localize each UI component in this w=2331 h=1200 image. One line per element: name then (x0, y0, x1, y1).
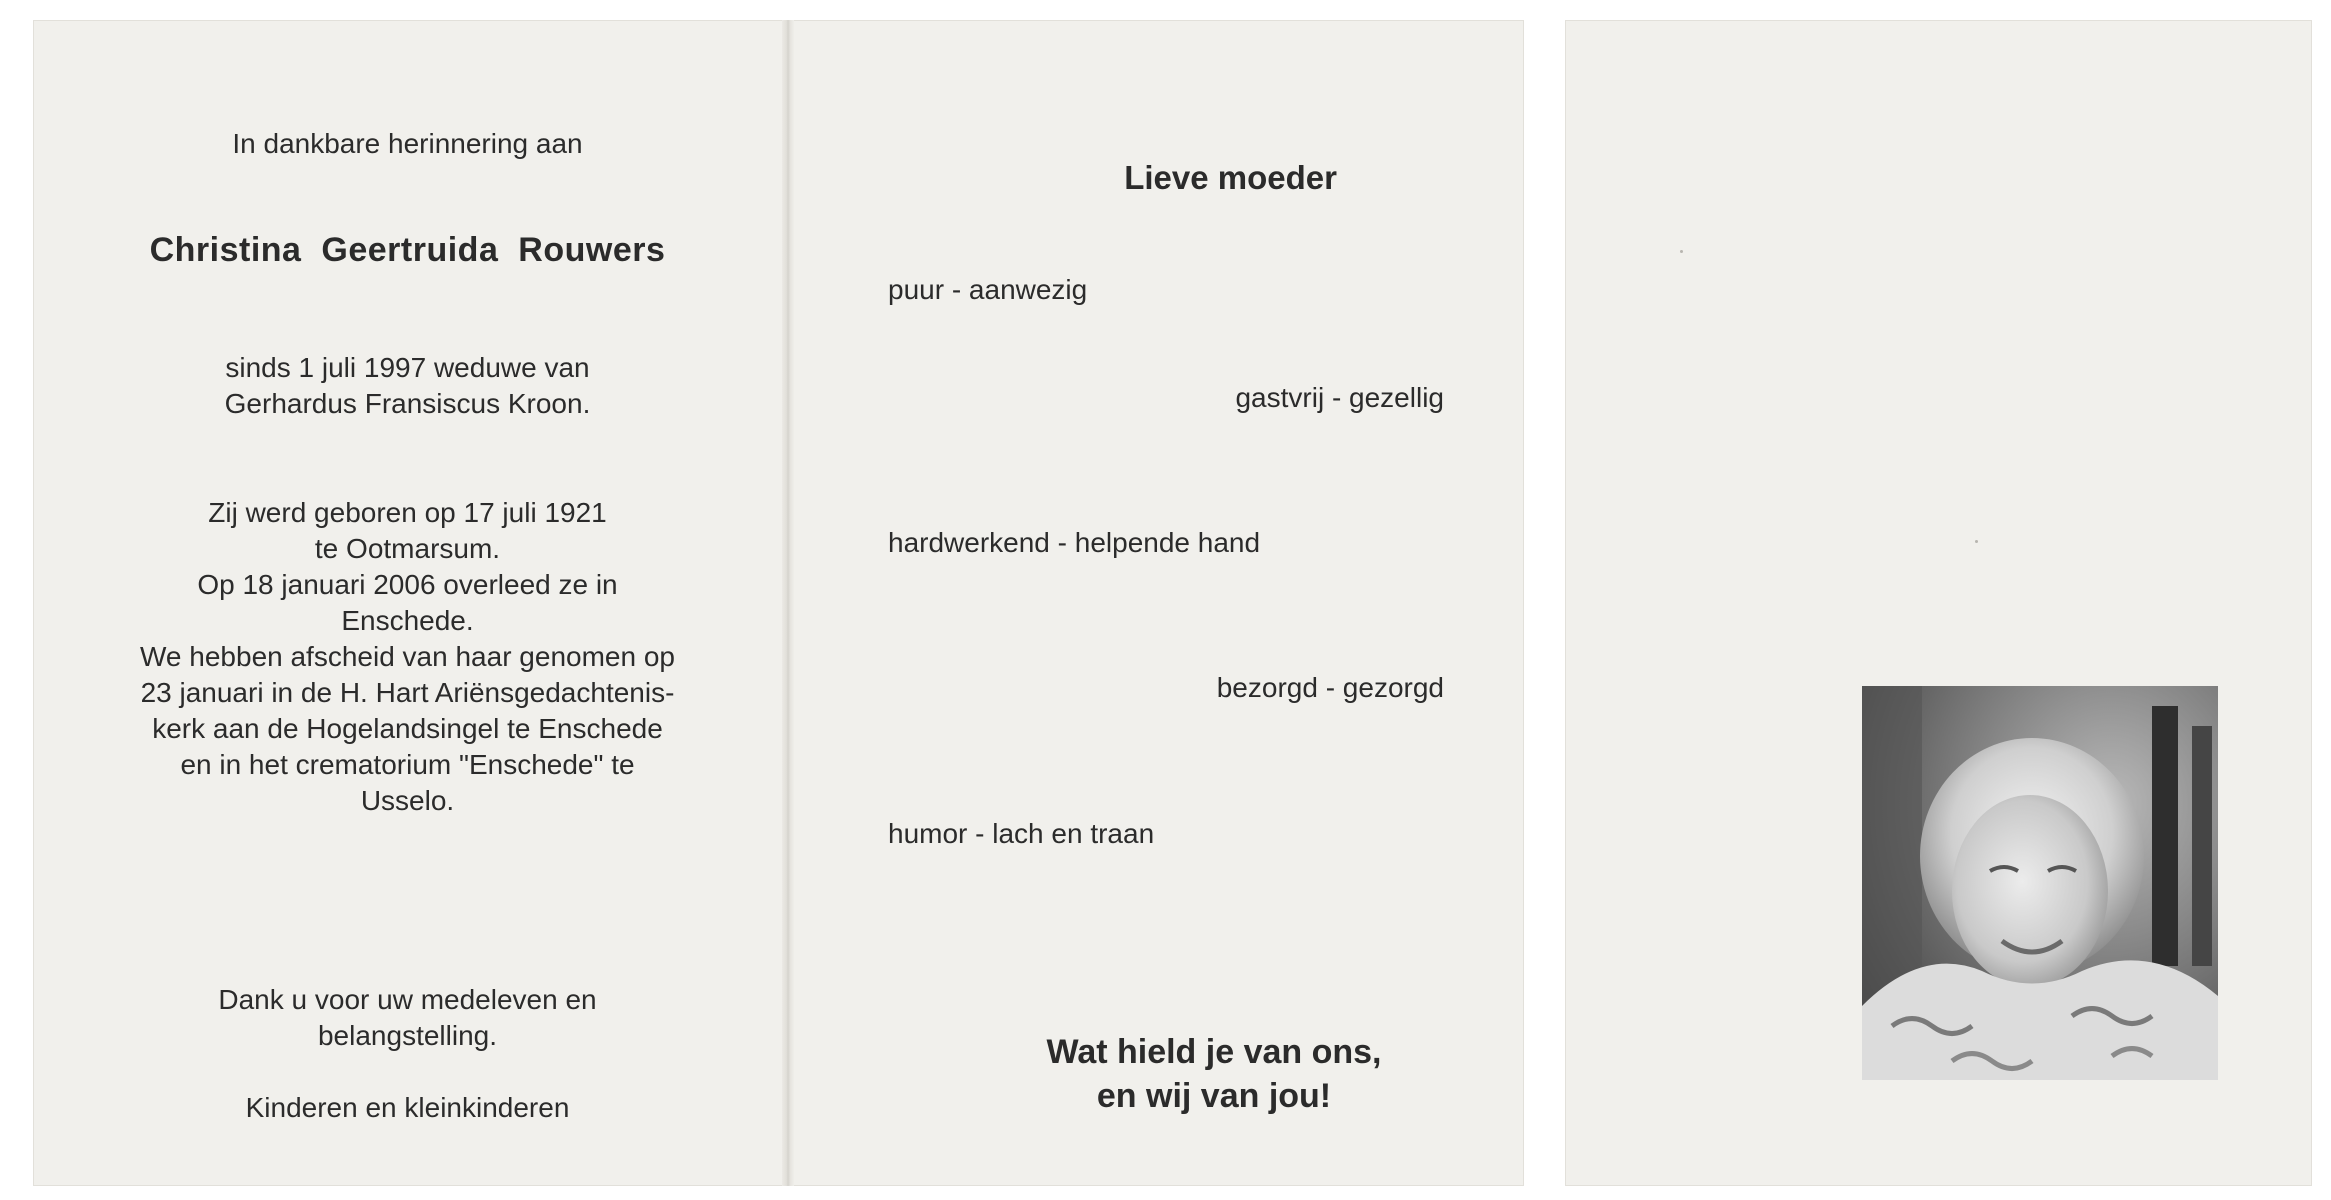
poem-line: humor - lach en traan (888, 818, 1155, 849)
bio-line: te Ootmarsum. (314, 533, 501, 564)
closing-line: Wat hield je van ons, (1046, 1033, 1382, 1071)
bio-line: Enschede. (341, 605, 474, 636)
paper-speck (1975, 540, 1978, 543)
portrait-illustration (1862, 686, 2218, 1080)
bio-line: Zij werd geboren op 17 juli 1921 (208, 497, 607, 528)
poem-line: bezorgd - gezorgd (1216, 672, 1444, 703)
paper-speck (1680, 250, 1683, 253)
thanks-statement (33, 982, 782, 1054)
right-panel (794, 20, 1524, 1186)
closing-line: en wij van jou! (1096, 1077, 1332, 1115)
poem-line: puur - aanwezig (888, 274, 1088, 305)
photo-card (1565, 20, 2312, 1186)
thanks-line: belangstelling. (317, 1020, 498, 1051)
widow-statement (33, 350, 782, 422)
biography (33, 495, 782, 819)
portrait-photo (1862, 686, 2218, 1080)
folded-memorial-card (33, 20, 1524, 1186)
bio-line: We hebben afscheid van haar genomen op (140, 641, 675, 672)
poem-heading: Lieve moeder (1124, 159, 1337, 196)
poem-line: hardwerkend - helpende hand (888, 527, 1261, 558)
bio-line: Usselo. (360, 785, 455, 816)
bio-line: 23 januari in de H. Hart Ariënsgedachtenis- (140, 677, 675, 708)
poem-line: gastvrij - gezellig (1235, 382, 1444, 413)
bio-line: kerk aan de Hogelandsingel te Enschede (152, 713, 663, 744)
signature-text: Kinderen en kleinkinderen (245, 1092, 570, 1123)
bio-line: en in het crematorium "Enschede" te (180, 749, 635, 780)
widow-line: sinds 1 juli 1997 weduwe van (225, 352, 590, 383)
widow-line: Gerhardus Fransiscus Kroon. (224, 388, 591, 419)
intro-text: In dankbare herinnering aan (232, 128, 583, 159)
bio-line: Op 18 januari 2006 overleed ze in (197, 569, 618, 600)
deceased-name: Christina Geertruida Rouwers (149, 231, 666, 269)
closing-verse (794, 1030, 1382, 1118)
fold-line (782, 20, 794, 1186)
thanks-line: Dank u voor uw medeleven en (218, 984, 597, 1015)
left-panel (33, 20, 782, 1186)
